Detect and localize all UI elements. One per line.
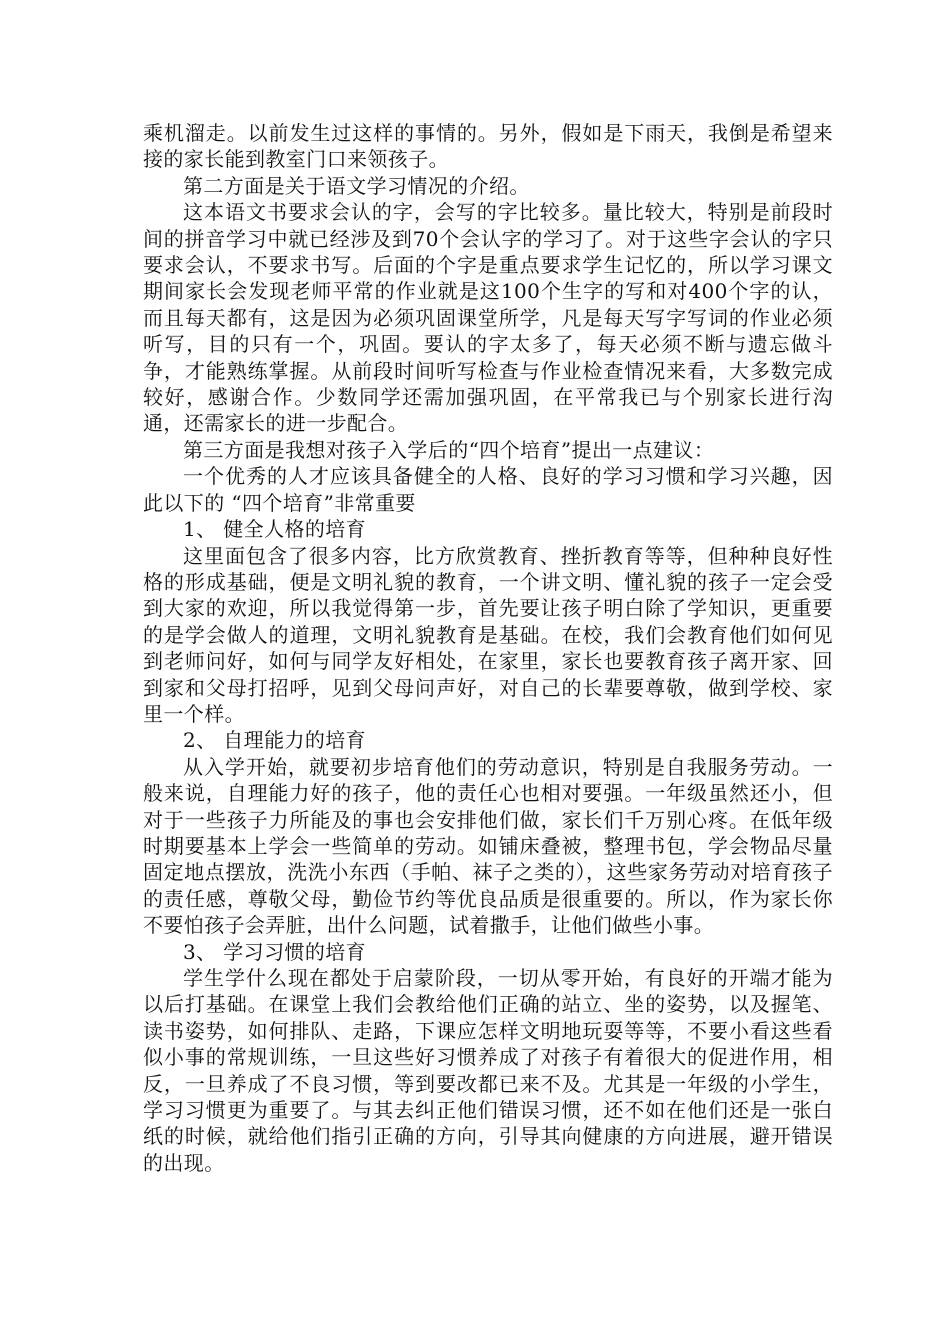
- item-heading-self-care: 2、 自理能力的培育: [183, 728, 367, 753]
- paragraph-personality: 这里面包含了很多内容，比方欣赏教育、挫折教育等等，但种种良好性格的形成基础，便是文明礼貌的教育，一个讲文明、懂礼貌的孩子一定会受到大家的欢迎，所以我觉得第一步，首先要让孩子明白除了学知识，更重要的是学会做人的道理，文明礼貌教育是基础。在校，我们会教育他们如何见到老师问好，如何与同学友好相处，在家里，家长也要教育孩子离开家、回到家和父母打招呼，见到父母问声好，对自己的长辈要尊敬，做到学校、家里一个样。: [143, 543, 833, 726]
- paragraph-chinese-learning: 这本语文书要求会认的字，会写的字比较多。量比较大，特别是前段时间的拼音学习中就已经涉及到70个会认字的学习了。对于这些字会认的字只要求会认，不要求书写。后面的个字是重点要求学生记忆的，所以学习课文期间家长会发现老师平常的作业就是这100个生字的写和对400个字的认，而且每天都有，这是因为必须巩固课堂所学，凡是每天写字写词的作业必须听写，目的只有一个，巩固。要认的字太多了，每天必须不断与遗忘做斗争，才能熟练掌握。从前段时间听写检查与作业检查情况来看，大多数完成较好，感谢合作。少数同学还需加强巩固，在平常我已与个别家长进行沟通，还需家长的进一步配合。: [143, 200, 833, 436]
- paragraph-section-two-intro: 第二方面是关于语文学习情况的介绍。: [183, 173, 530, 198]
- paragraph-self-care: 从入学开始，就要初步培育他们的劳动意识，特别是自我服务劳动。一般来说，自理能力好的孩子，他的责任心也相对要强。一年级虽然还小，但对于一些孩子力所能及的事也会安排他们做，家长们千万别心疼。在低年级时期要基本上学会一些简单的劳动。如铺床叠被，整理书包，学会物品尽量固定地点摆放，洗洗小东西（手帕、袜子之类的），这些家务劳动对培育孩子的责任感，尊敬父母，勤俭节约等优良品质是很重要的。所以，作为家长你不要怕孩子会弄脏，出什么问题，试着撒手，让他们做些小事。: [143, 754, 833, 938]
- item-heading-personality: 1、 健全人格的培育: [183, 517, 367, 542]
- item-heading-study-habits: 3、 学习习惯的培育: [183, 939, 367, 964]
- paragraph-section-three-intro: 第三方面是我想对孩子入学后的“四个培育”提出一点建议：: [183, 437, 715, 462]
- paragraph-four-cultivations: 一个优秀的人才应该具备健全的人格、良好的学习习惯和学习兴趣，因此以下的 “四个培育”非常重要: [143, 464, 833, 515]
- document-body: [143, 120, 833, 1176]
- paragraph-study-habits: 学生学什么现在都处于启蒙阶段，一切从零开始，有良好的开端才能为以后打基础。在课堂上我们会教给他们正确的站立、坐的姿势，以及握笔、读书姿势，如何排队、走路，下课应怎样文明地玩耍等等，不要小看这些看似小事的常规训练，一旦这些好习惯养成了对孩子有着很大的促进作用，相反，一旦养成了不良习惯，等到要改都已来不及。尤其是一年级的小学生，学习习惯更为重要了。与其去纠正他们错误习惯，还不如在他们还是一张白纸的时候，就给他们指引正确的方向，引导其向健康的方向进展，避开错误的出现。: [143, 966, 833, 1175]
- paragraph-continuation: 乘机溜走。以前发生过这样的事情的。另外，假如是下雨天，我倒是希望来接的家长能到教室门口来领孩子。: [143, 121, 833, 172]
